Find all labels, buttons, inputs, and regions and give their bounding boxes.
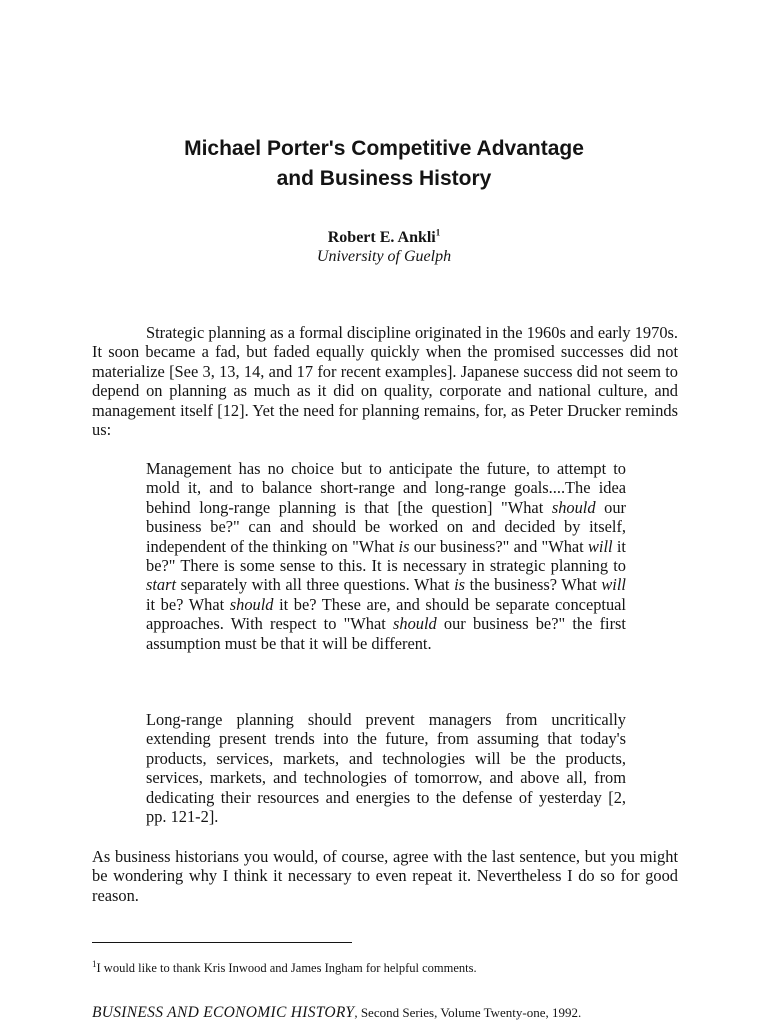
quote-emphasis: start xyxy=(146,575,177,595)
quote-text: it be? These are, and should be separate conceptual approaches. With respect to "What xyxy=(146,594,626,634)
quote-text: it be? What xyxy=(146,594,230,614)
journal-footer xyxy=(92,1003,752,1023)
quote-text: our business?" and "What xyxy=(409,536,588,556)
quote-emphasis: should xyxy=(229,594,274,614)
quote-emphasis: is xyxy=(398,536,410,556)
author-affiliation: University of Guelph xyxy=(316,248,452,265)
footnote-marker: 1 xyxy=(92,958,97,969)
quote-emphasis: will xyxy=(601,575,626,595)
paper-title-line-2: and Business History xyxy=(276,167,492,190)
quote-text: it be?" There is some sense to this. It is necessary in strategic planning to xyxy=(146,536,626,576)
quote-emphasis: should xyxy=(551,497,596,517)
intro-paragraph: Strategic planning as a formal discipline originated in the 1960s and early 1970s. It soon became a fad, but faded equally quickly when the promised successes did not materialize [See 3, 13, 14, and 17 for recent examples]. Japanese success did not seem to depend on planning as much as it did on quality, corporate and national culture, and management itself [12]. Yet the need for planning remains, for, as Peter Drucker reminds us: xyxy=(92,323,678,440)
block-quote-2: Long-range planning should prevent managers from uncritically extending present trends into the future, from assuming that today's products, services, markets, and technologies will be the products, services, markets, and technologies of tomorrow, and above all, from dedicating their resources and energies to the defense of yesterday [2, pp. 121-2]. xyxy=(146,710,626,827)
journal-name: BUSINESS AND ECONOMIC HISTORY xyxy=(92,1004,355,1021)
quote-text: Management has no choice but to anticipate the future, to attempt to mold it, and to balance short-range and long-range goals....The idea behind long-range planning is that [the question] "What xyxy=(146,459,626,517)
block-quote-1 xyxy=(146,459,626,653)
footnote-divider xyxy=(92,942,352,943)
footnote-text: I would like to thank Kris Inwood and James Ingham for helpful comments. xyxy=(96,961,477,975)
quote-emphasis: should xyxy=(393,614,437,634)
author-footnote-marker: 1 xyxy=(435,227,441,238)
quote-text: our business be?" the first assumption must be that it will be different. xyxy=(146,614,626,653)
quote-text: separately with all three questions. What xyxy=(176,575,455,595)
quote-emphasis: is xyxy=(454,575,465,595)
author-name-line xyxy=(0,228,768,247)
footnote xyxy=(92,960,692,976)
author-block xyxy=(0,228,768,266)
paper-title-line-1: Michael Porter's Competitive Advantage xyxy=(184,137,584,160)
paper-title xyxy=(0,134,768,194)
closing-paragraph: As business historians you would, of course, agree with the last sentence, but you might be wondering why I think it necessary to even repeat it. Nevertheless I do so for good reason. xyxy=(92,847,678,905)
journal-series: , Second Series, Volume Twenty-one, 1992. xyxy=(354,1005,582,1020)
quote-emphasis: will xyxy=(588,536,613,556)
author-name: Robert E. Ankli xyxy=(327,229,436,246)
quote-text: the business? What xyxy=(465,575,602,595)
quote-text: our business be?" can and should be worked on and decided by itself, independent of the thinking on "What xyxy=(146,497,626,556)
